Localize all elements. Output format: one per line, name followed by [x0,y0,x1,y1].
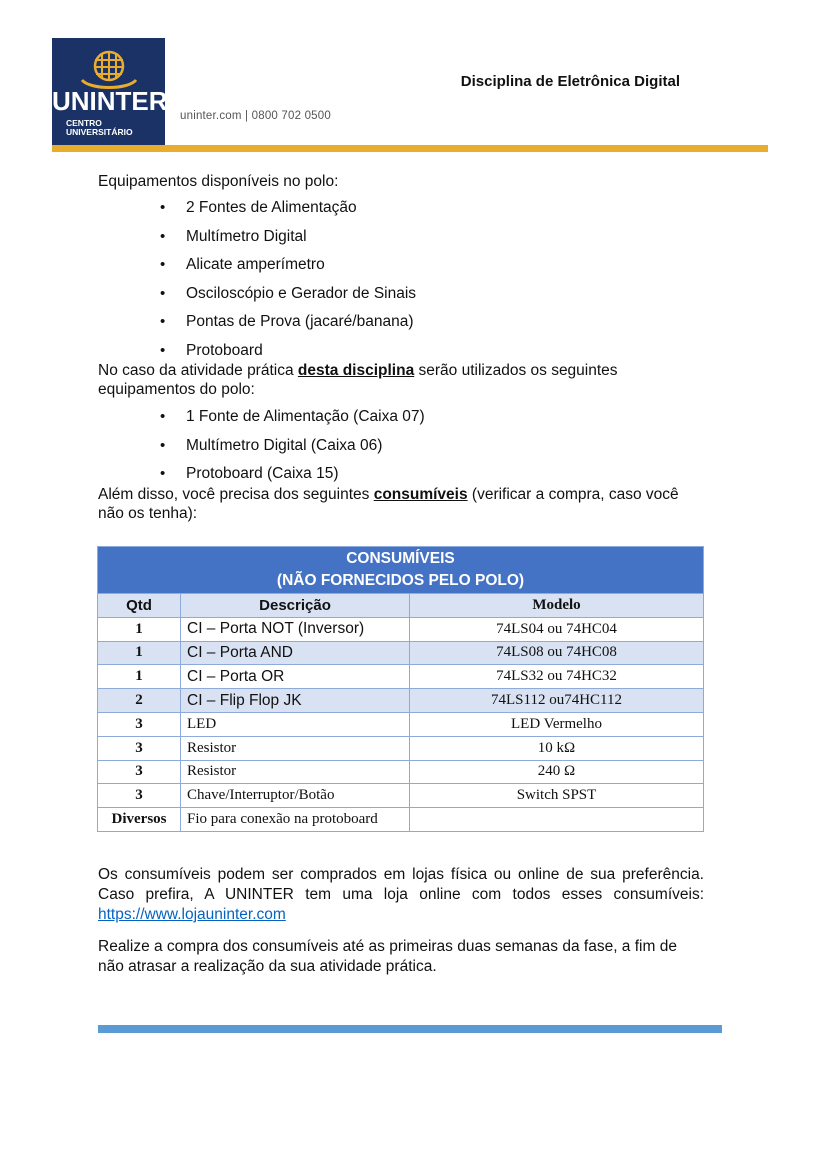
table-title-line1: CONSUMÍVEIS [346,550,455,567]
table-title [98,547,704,594]
cell-qtd: 3 [98,712,181,736]
practice-text-before: No caso da atividade prática [98,362,298,379]
table-row [98,784,704,808]
column-header-qtd: Qtd [98,594,181,618]
cell-descricao: Resistor [181,736,410,760]
cell-descricao: Resistor [181,760,410,784]
list-item: • Multímetro Digital [160,223,704,252]
list-item: • Alicate amperímetro [160,251,704,280]
closing-section [98,865,704,977]
cell-descricao: CI – Flip Flop JK [181,689,410,713]
uninter-logo [52,38,168,148]
cell-descricao: CI – Porta NOT (Inversor) [181,617,410,641]
cell-descricao: Fio para conexão na protoboard [181,808,410,832]
cell-descricao: CI – Porta OR [181,665,410,689]
practice-emphasis: desta disciplina [297,362,415,379]
footer-divider [98,1025,722,1033]
cell-modelo: 74LS112 ou74HC112 [410,689,704,713]
list-item: • 1 Fonte de Alimentação (Caixa 07) [160,403,704,432]
cell-descricao: CI – Porta AND [181,641,410,665]
list-item: • Multímetro Digital (Caixa 06) [160,432,704,461]
cell-qtd: Diversos [98,808,181,832]
cell-modelo [410,808,704,832]
logo-name: UNINTER [52,86,168,116]
logo-sub-line1: CENTRO [66,118,102,128]
consumables-text-before: Além disso, você precisa dos seguintes [98,485,374,503]
cell-descricao: LED [181,712,410,736]
practice-list [98,403,704,489]
store-link[interactable]: https://www.lojauninter.com [98,906,286,923]
cell-qtd: 3 [98,784,181,808]
table-row [98,760,704,784]
cell-qtd: 3 [98,736,181,760]
cell-modelo: 74LS08 ou 74HC08 [410,641,704,665]
table-row [98,617,704,641]
cell-qtd: 1 [98,617,181,641]
cell-modelo: 10 kΩ [410,736,704,760]
table-row [98,641,704,665]
purchase-paragraph [98,865,704,925]
header-divider [52,145,768,152]
consumables-paragraph [98,485,704,523]
table-row [98,736,704,760]
purchase-text: Os consumíveis podem ser comprados em lojas física ou online de sua preferência. Caso prefira, A UNINTER tem uma loja online com todos esses consumíveis: [98,866,704,903]
column-header-modelo: Modelo [410,594,704,618]
discipline-title: Disciplina de Eletrônica Digital [460,73,680,90]
cell-descricao: Chave/Interruptor/Botão [181,784,410,808]
cell-modelo: 74LS04 ou 74HC04 [410,617,704,641]
consumables-table [97,546,704,832]
list-item: • 2 Fontes de Alimentação [160,194,704,223]
cell-modelo: Switch SPST [410,784,704,808]
deadline-paragraph: Realize a compra dos consumíveis até as primeiras duas semanas da fase, a fim de não atrasar a realização da sua atividade prática. [98,938,677,975]
list-item: • Pontas de Prova (jacaré/banana) [160,308,704,337]
consumables-text-after: (verificar a compra, caso você não os tenha): [98,485,679,522]
table-row [98,712,704,736]
cell-qtd: 1 [98,665,181,689]
cell-modelo: 240 Ω [410,760,704,784]
table-title-line2: (NÃO FORNECIDOS PELO POLO) [276,572,525,589]
intro-text: Equipamentos disponíveis no polo: [98,173,339,190]
cell-qtd: 2 [98,689,181,713]
cell-qtd: 1 [98,641,181,665]
logo-sub-line2: UNIVERSITÁRIO [66,127,133,137]
table-row [98,665,704,689]
contact-info: uninter.com | 0800 702 0500 [180,110,331,122]
practice-text-after: serão utilizados os seguintes equipamentos do polo: [98,362,618,398]
logo-subtitle [66,119,133,137]
list-item: • Osciloscópio e Gerador de Sinais [160,280,704,309]
consumables-emphasis: consumíveis [373,485,468,503]
cell-modelo: 74LS32 ou 74HC32 [410,665,704,689]
equipment-list [98,194,704,365]
practice-paragraph [98,361,704,399]
list-item: • Protoboard [160,337,704,366]
cell-modelo: LED Vermelho [410,712,704,736]
main-content [98,172,704,523]
table-row [98,808,704,832]
cell-qtd: 3 [98,760,181,784]
table-row [98,689,704,713]
list-item: • Protoboard (Caixa 15) [160,460,704,489]
column-header-descricao: Descrição [181,594,410,618]
